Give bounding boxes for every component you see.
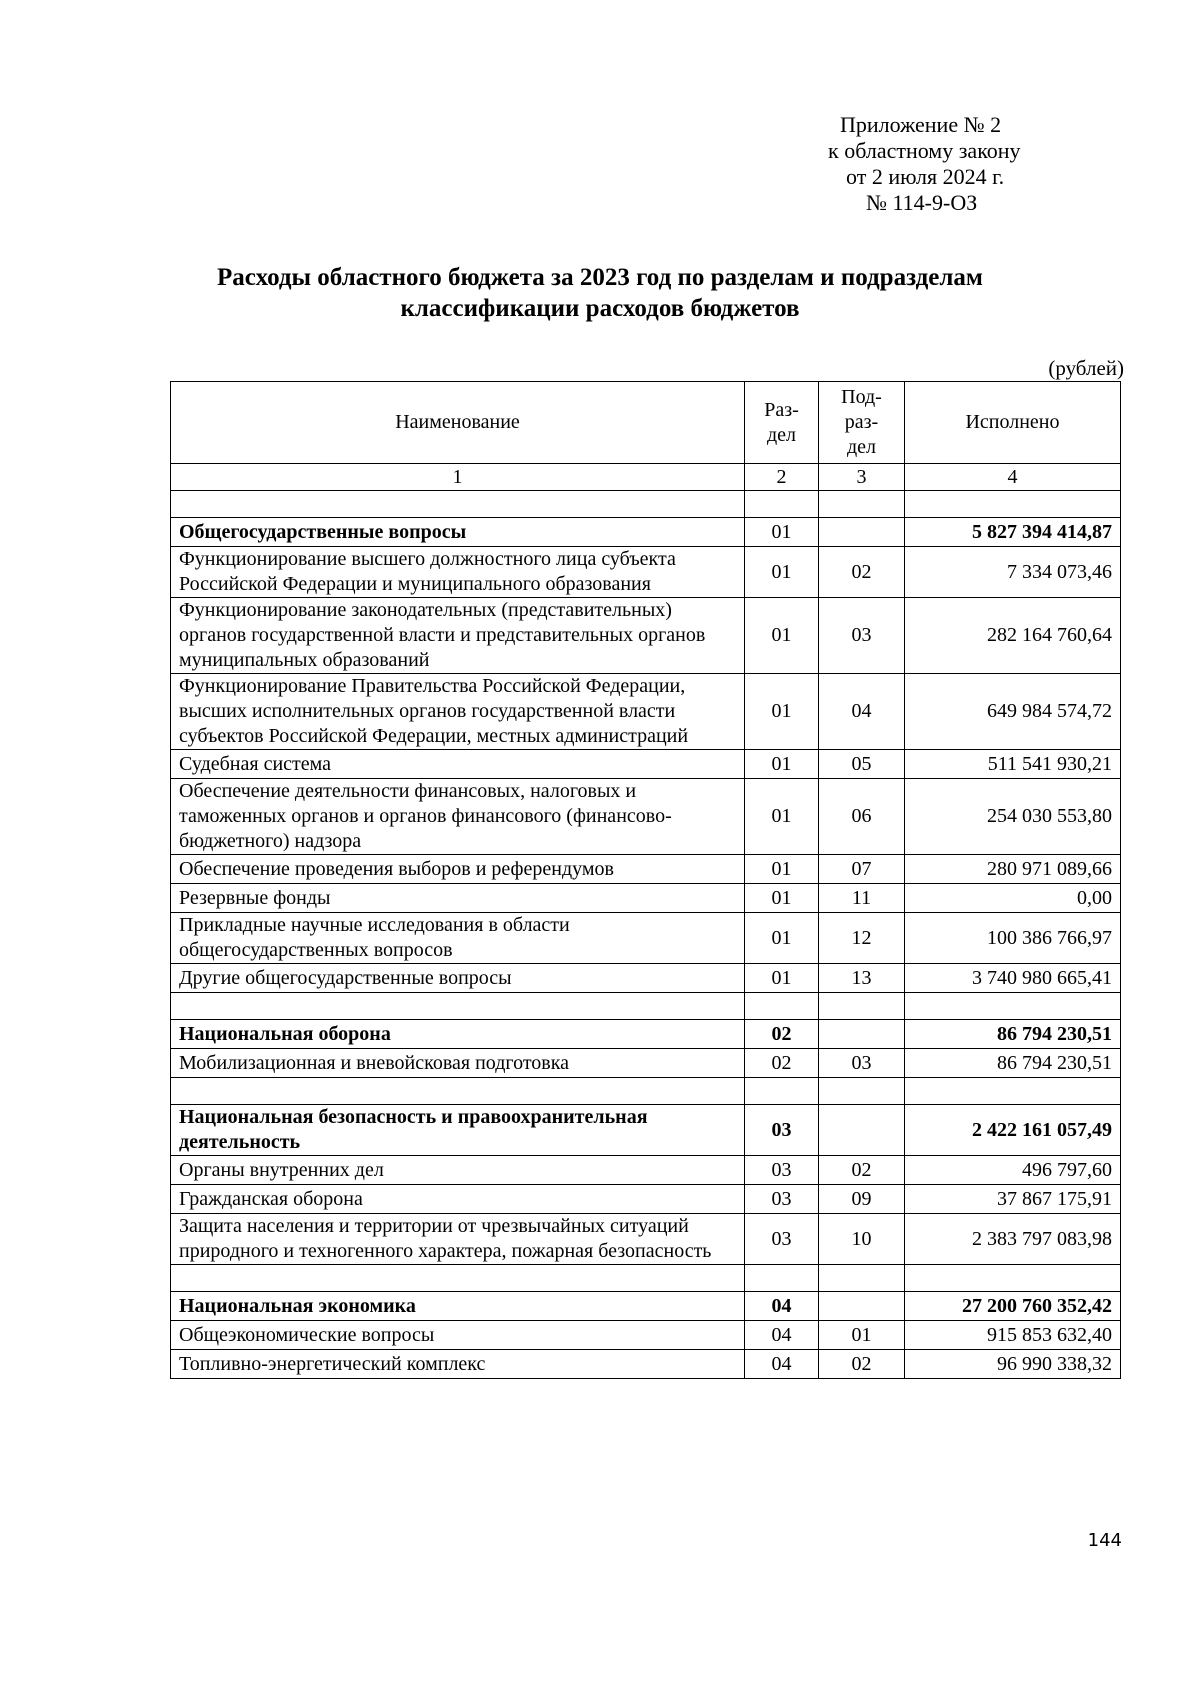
row-section: 01 bbox=[745, 964, 819, 993]
row-section: 01 bbox=[745, 855, 819, 884]
row-amount: 86 794 230,51 bbox=[905, 1049, 1121, 1078]
table-row bbox=[171, 913, 1121, 964]
row-subsection bbox=[819, 1292, 905, 1321]
row-amount: 280 971 089,66 bbox=[905, 855, 1121, 884]
row-subsection: 06 bbox=[819, 779, 905, 855]
row-subsection: 02 bbox=[819, 1350, 905, 1379]
page-number: 144 bbox=[1087, 1530, 1122, 1551]
header-section-line-1: Раз- bbox=[764, 398, 799, 421]
header-section bbox=[745, 382, 819, 464]
row-name: Гражданская оборона bbox=[171, 1185, 745, 1214]
appendix-line-1: Приложение № 2 bbox=[840, 112, 1002, 137]
header-section-line-2: дел bbox=[766, 423, 797, 446]
row-section: 01 bbox=[745, 547, 819, 598]
section-row bbox=[171, 518, 1121, 547]
header-row bbox=[171, 382, 1121, 464]
row-subsection bbox=[819, 518, 905, 547]
row-amount: 37 867 175,91 bbox=[905, 1185, 1121, 1214]
table-row bbox=[171, 674, 1121, 750]
row-section: 03 bbox=[745, 1185, 819, 1214]
appendix-line-2: к областному закону bbox=[828, 138, 1021, 163]
row-subsection bbox=[819, 1105, 905, 1156]
row-subsection: 02 bbox=[819, 547, 905, 598]
row-amount: 3 740 980 665,41 bbox=[905, 964, 1121, 993]
appendix-line-4: № 114-9-ОЗ bbox=[866, 190, 978, 215]
table-row bbox=[171, 1049, 1121, 1078]
row-section: 01 bbox=[745, 598, 819, 674]
row-subsection: 11 bbox=[819, 884, 905, 913]
section-row bbox=[171, 1292, 1121, 1321]
row-amount: 254 030 553,80 bbox=[905, 779, 1121, 855]
header-subsection-line-2: раз- bbox=[844, 411, 879, 433]
column-number: 4 bbox=[905, 464, 1121, 491]
row-amount: 27 200 760 352,42 bbox=[905, 1292, 1121, 1321]
table-row bbox=[171, 750, 1121, 779]
header-executed: Исполнено bbox=[905, 382, 1121, 464]
spacer-row bbox=[171, 1265, 1121, 1292]
row-subsection: 02 bbox=[819, 1156, 905, 1185]
title-line-1: Расходы областного бюджета за 2023 год по разделам и подразделам bbox=[217, 264, 983, 291]
row-subsection: 10 bbox=[819, 1214, 905, 1265]
row-amount: 7 334 073,46 bbox=[905, 547, 1121, 598]
row-section: 01 bbox=[745, 518, 819, 547]
row-name: Другие общегосударственные вопросы bbox=[171, 964, 745, 993]
section-row bbox=[171, 1105, 1121, 1156]
row-section: 01 bbox=[745, 674, 819, 750]
row-name: Защита населения и территории от чрезвычайных ситуаций природного и техногенного характера, пожарная безопасность bbox=[171, 1214, 745, 1265]
table-row bbox=[171, 1321, 1121, 1350]
row-subsection: 03 bbox=[819, 598, 905, 674]
row-section: 04 bbox=[745, 1350, 819, 1379]
row-subsection: 12 bbox=[819, 913, 905, 964]
table-row bbox=[171, 779, 1121, 855]
spacer-row bbox=[171, 993, 1121, 1020]
row-amount: 96 990 338,32 bbox=[905, 1350, 1121, 1379]
row-subsection: 09 bbox=[819, 1185, 905, 1214]
appendix-header bbox=[828, 112, 1140, 216]
row-name: Национальная оборона bbox=[171, 1020, 745, 1049]
row-name: Обеспечение проведения выборов и референдумов bbox=[171, 855, 745, 884]
row-amount: 282 164 760,64 bbox=[905, 598, 1121, 674]
row-subsection: 05 bbox=[819, 750, 905, 779]
column-number: 1 bbox=[171, 464, 745, 491]
table-row bbox=[171, 1156, 1121, 1185]
row-section: 04 bbox=[745, 1321, 819, 1350]
row-section: 01 bbox=[745, 913, 819, 964]
row-section: 03 bbox=[745, 1214, 819, 1265]
row-section: 01 bbox=[745, 750, 819, 779]
row-section: 01 bbox=[745, 884, 819, 913]
unit-label: (рублей) bbox=[1048, 356, 1124, 380]
title-line-2: классификации расходов бюджетов bbox=[400, 295, 800, 322]
row-name: Общеэкономические вопросы bbox=[171, 1321, 745, 1350]
row-amount: 915 853 632,40 bbox=[905, 1321, 1121, 1350]
row-subsection: 04 bbox=[819, 674, 905, 750]
row-name: Прикладные научные исследования в области общегосударственных вопросов bbox=[171, 913, 745, 964]
appendix-line-3: от 2 июля 2024 г. bbox=[846, 164, 1005, 189]
row-name: Национальная экономика bbox=[171, 1292, 745, 1321]
table-row bbox=[171, 1214, 1121, 1265]
row-section: 02 bbox=[745, 1020, 819, 1049]
table-row bbox=[171, 855, 1121, 884]
row-subsection bbox=[819, 1020, 905, 1049]
table-row bbox=[171, 547, 1121, 598]
document-title bbox=[150, 262, 1050, 324]
table-row bbox=[171, 964, 1121, 993]
row-amount: 0,00 bbox=[905, 884, 1121, 913]
row-amount: 2 383 797 083,98 bbox=[905, 1214, 1121, 1265]
header-name: Наименование bbox=[171, 382, 745, 464]
budget-table bbox=[170, 381, 1121, 1379]
row-amount: 649 984 574,72 bbox=[905, 674, 1121, 750]
table-row bbox=[171, 884, 1121, 913]
column-number-row bbox=[171, 464, 1121, 491]
row-name: Топливно-энергетический комплекс bbox=[171, 1350, 745, 1379]
row-name: Обеспечение деятельности финансовых, налоговых и таможенных органов и органов финансового (финансово-бюджетного) надзора bbox=[171, 779, 745, 855]
section-row bbox=[171, 1020, 1121, 1049]
row-section: 04 bbox=[745, 1292, 819, 1321]
header-subsection-line-3: дел bbox=[846, 436, 877, 458]
row-subsection: 01 bbox=[819, 1321, 905, 1350]
row-name: Резервные фонды bbox=[171, 884, 745, 913]
table-row bbox=[171, 1185, 1121, 1214]
column-number: 3 bbox=[819, 464, 905, 491]
header-subsection bbox=[819, 382, 905, 464]
table-row bbox=[171, 1350, 1121, 1379]
header-subsection-line-1: Под- bbox=[841, 386, 882, 408]
row-name: Мобилизационная и вневойсковая подготовка bbox=[171, 1049, 745, 1078]
row-section: 03 bbox=[745, 1105, 819, 1156]
row-amount: 511 541 930,21 bbox=[905, 750, 1121, 779]
spacer-row bbox=[171, 1078, 1121, 1105]
spacer-row bbox=[171, 491, 1121, 518]
column-number: 2 bbox=[745, 464, 819, 491]
row-amount: 496 797,60 bbox=[905, 1156, 1121, 1185]
row-section: 02 bbox=[745, 1049, 819, 1078]
row-name: Национальная безопасность и правоохранительная деятельность bbox=[171, 1105, 745, 1156]
row-amount: 2 422 161 057,49 bbox=[905, 1105, 1121, 1156]
row-name: Общегосударственные вопросы bbox=[171, 518, 745, 547]
row-name: Судебная система bbox=[171, 750, 745, 779]
row-section: 01 bbox=[745, 779, 819, 855]
row-amount: 5 827 394 414,87 bbox=[905, 518, 1121, 547]
row-name: Функционирование законодательных (представительных) органов государственной власти и представительных органов муниципальных образований bbox=[171, 598, 745, 674]
row-name: Функционирование Правительства Российской Федерации, высших исполнительных органов государственной власти субъектов Российской Федерации, местных администраций bbox=[171, 674, 745, 750]
row-subsection: 13 bbox=[819, 964, 905, 993]
row-subsection: 03 bbox=[819, 1049, 905, 1078]
row-name: Функционирование высшего должностного лица субъекта Российской Федерации и муниципального образования bbox=[171, 547, 745, 598]
row-amount: 100 386 766,97 bbox=[905, 913, 1121, 964]
row-amount: 86 794 230,51 bbox=[905, 1020, 1121, 1049]
row-subsection: 07 bbox=[819, 855, 905, 884]
row-section: 03 bbox=[745, 1156, 819, 1185]
row-name: Органы внутренних дел bbox=[171, 1156, 745, 1185]
table-row bbox=[171, 598, 1121, 674]
